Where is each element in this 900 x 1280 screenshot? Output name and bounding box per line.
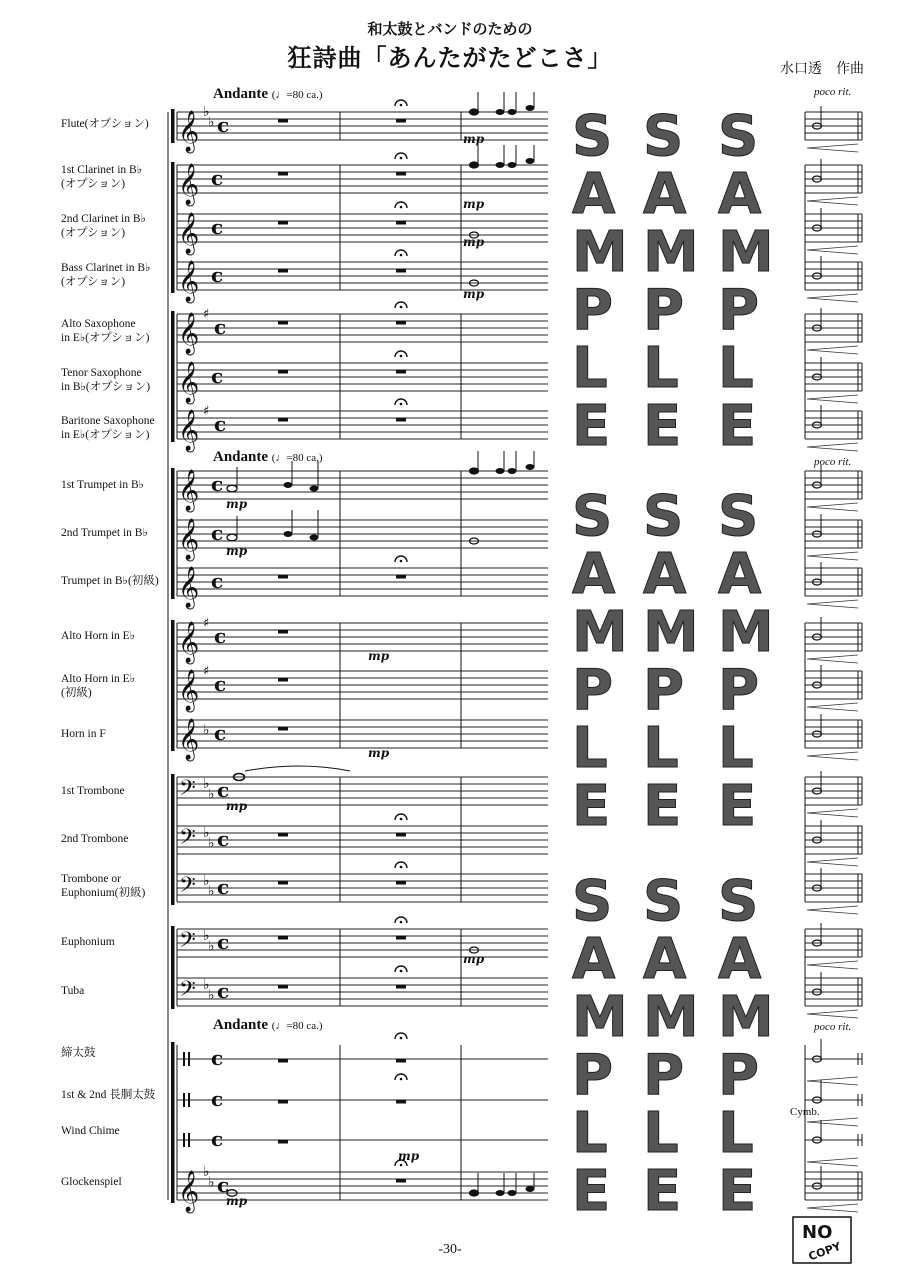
- instrument-label: Trumpet in B♭(初級): [61, 575, 159, 587]
- note-head: [526, 464, 535, 470]
- group-bracket: [171, 311, 175, 442]
- fermata-dot: [400, 866, 403, 869]
- watermark-letter: A: [572, 542, 616, 607]
- whole-rest: [396, 418, 406, 422]
- note-head: [284, 531, 293, 537]
- watermark-letter: L: [643, 336, 679, 401]
- watermark-letter: M: [718, 985, 774, 1050]
- composer-credit: 水口透 作曲: [780, 62, 864, 77]
- whole-rest: [278, 221, 288, 225]
- whole-rest: [278, 1140, 288, 1144]
- poco-rit-marking: poco rit.: [814, 86, 852, 98]
- time-signature: c: [211, 263, 224, 287]
- instrument-label: Horn in F: [61, 728, 106, 740]
- sharp-accidental: ♯: [203, 404, 210, 419]
- diminuendo-hairpin: [807, 197, 858, 205]
- whole-rest: [396, 575, 406, 579]
- dynamic-mp: mp: [463, 952, 485, 966]
- whole-rest: [396, 172, 406, 176]
- treble-clef: 𝄞: [178, 622, 200, 663]
- time-signature: c: [211, 166, 224, 190]
- tempo-label: Andante: [213, 449, 269, 465]
- watermark-letter: A: [643, 542, 687, 607]
- diminuendo-hairpin: [807, 1010, 858, 1018]
- flat-accidental: ♭: [203, 1164, 210, 1180]
- time-signature: c: [211, 569, 224, 593]
- score-title: 狂詩曲「あんたがたどこさ」: [287, 46, 613, 72]
- dynamic-mp: mp: [463, 235, 485, 249]
- watermark-letter: E: [643, 1159, 682, 1224]
- sharp-accidental: ♯: [203, 664, 210, 679]
- dynamic-mp: mp: [463, 132, 485, 146]
- instrument-label: Alto Horn in E♭ (初級): [61, 673, 136, 699]
- percussion-clef: [188, 1133, 190, 1147]
- whole-rest: [278, 269, 288, 273]
- percussion-clef: [188, 1093, 190, 1107]
- watermark-letter: L: [718, 1101, 754, 1166]
- fermata-dot: [400, 254, 403, 257]
- flat-accidental: ♭: [203, 722, 210, 739]
- whole-rest: [278, 575, 288, 579]
- watermark-letter: S: [718, 869, 759, 934]
- note-head: [496, 162, 505, 168]
- time-signature: c: [217, 930, 230, 954]
- watermark-letter: A: [718, 162, 762, 227]
- flat-accidental: ♭: [203, 104, 210, 120]
- whole-rest: [278, 881, 288, 885]
- treble-clef: 𝄞: [178, 213, 200, 254]
- fermata-dot: [400, 157, 403, 160]
- time-signature: c: [217, 1173, 230, 1197]
- note-head: [508, 1190, 517, 1196]
- watermark-letter: S: [643, 869, 684, 934]
- watermark-letter: E: [718, 1159, 757, 1224]
- note-head: [227, 485, 237, 492]
- instrument-label: Euphonium: [61, 936, 115, 948]
- note-head: [470, 468, 479, 474]
- watermark-letter: A: [643, 162, 687, 227]
- whole-rest: [278, 833, 288, 837]
- instrument-label: 1st & 2nd 長胴太鼓: [61, 1089, 156, 1101]
- time-signature: c: [211, 472, 224, 496]
- whole-rest: [396, 1179, 406, 1183]
- page-number: -30-: [438, 1242, 462, 1257]
- diminuendo-hairpin: [807, 1077, 858, 1085]
- percussion-clef: [183, 1093, 185, 1107]
- time-signature: c: [211, 1046, 224, 1070]
- whole-rest: [396, 985, 406, 989]
- watermark-letter: P: [643, 278, 685, 343]
- sharp-accidental: ♯: [203, 616, 210, 631]
- fermata-dot: [400, 306, 403, 309]
- whole-rest: [396, 119, 406, 123]
- watermark-letter: A: [718, 927, 762, 992]
- watermark-letter: M: [643, 985, 699, 1050]
- diminuendo-hairpin: [807, 395, 858, 403]
- note-head: [310, 535, 319, 541]
- fermata-dot: [400, 1037, 403, 1040]
- watermark-letter: M: [718, 220, 774, 285]
- instrument-label: Glockenspiel: [61, 1176, 122, 1188]
- note-head: [496, 1190, 505, 1196]
- group-bracket: [171, 162, 175, 293]
- time-signature: c: [211, 215, 224, 239]
- instrument-label: 1st Trombone: [61, 785, 125, 797]
- watermark-letter: E: [572, 1159, 611, 1224]
- note-head: [470, 162, 479, 168]
- treble-clef: 𝄞: [178, 519, 200, 560]
- diminuendo-hairpin: [807, 961, 858, 969]
- whole-rest: [278, 370, 288, 374]
- nocopy-bottom-text: COPY: [806, 1239, 843, 1264]
- watermark-letter: P: [643, 658, 685, 723]
- whole-rest: [278, 985, 288, 989]
- no-copy-stamp: [792, 1216, 852, 1264]
- watermark-letter: A: [643, 927, 687, 992]
- treble-clef: 𝄞: [178, 670, 200, 711]
- dynamic-mp: mp: [463, 287, 485, 301]
- flat-accidental: ♭: [208, 987, 215, 1004]
- whole-rest: [396, 370, 406, 374]
- instrument-label: Alto Horn in E♭: [61, 630, 136, 642]
- treble-clef: 𝄞: [178, 410, 200, 451]
- diminuendo-hairpin: [807, 600, 858, 608]
- instrument-label: Tenor Saxophone in B♭(オプション): [61, 367, 151, 393]
- flat-accidental: ♭: [203, 825, 210, 841]
- watermark-letter: A: [718, 542, 762, 607]
- whole-rest: [396, 881, 406, 885]
- whole-rest: [278, 936, 288, 940]
- group-bracket: [171, 109, 175, 143]
- note-head: [526, 158, 535, 164]
- diminuendo-hairpin: [807, 703, 858, 711]
- fermata-dot: [400, 206, 403, 209]
- instrument-label: Flute(オプション): [61, 118, 149, 130]
- diminuendo-hairpin: [807, 1118, 858, 1126]
- diminuendo-hairpin: [807, 655, 858, 663]
- note-head: [227, 534, 237, 541]
- instrument-label: 2nd Clarinet in B♭ (オプション): [61, 213, 146, 239]
- diminuendo-hairpin: [807, 246, 858, 254]
- watermark-letter: L: [572, 336, 608, 401]
- instrument-label: 1st Clarinet in B♭ (オプション): [61, 164, 143, 190]
- note-head: [310, 486, 319, 492]
- dynamic-mp: mp: [226, 544, 248, 558]
- fermata-dot: [400, 921, 403, 924]
- time-signature: c: [211, 1127, 224, 1151]
- diminuendo-hairpin: [807, 858, 858, 866]
- bass-clef: 𝄢: [179, 873, 196, 903]
- group-bracket: [171, 1042, 175, 1203]
- time-signature: c: [214, 624, 227, 648]
- watermark-letter: P: [572, 1043, 614, 1108]
- diminuendo-hairpin: [807, 752, 858, 760]
- instrument-label: Trombone or Euphonium(初級): [61, 873, 146, 899]
- watermark-letter: S: [718, 484, 759, 549]
- flat-accidental: ♭: [203, 776, 210, 792]
- tempo-marking-woodwinds: [213, 86, 323, 103]
- watermark-letter: L: [572, 1101, 608, 1166]
- fermata-dot: [400, 818, 403, 821]
- group-bracket: [171, 468, 175, 599]
- time-signature: c: [217, 875, 230, 899]
- diminuendo-hairpin: [807, 1158, 858, 1166]
- diminuendo-hairpin: [807, 552, 858, 560]
- watermark-letter: S: [643, 104, 684, 169]
- treble-clef: 𝄞: [178, 313, 200, 354]
- watermark-letter: L: [572, 716, 608, 781]
- watermark-letter: P: [572, 658, 614, 723]
- instrument-label: Bass Clarinet in B♭ (オプション): [61, 262, 151, 288]
- nocopy-top-text: NO: [802, 1222, 833, 1243]
- watermark-letter: A: [572, 162, 616, 227]
- flat-accidental: ♭: [208, 114, 215, 131]
- percussion-clef: [188, 1052, 190, 1066]
- note-head: [470, 109, 479, 115]
- watermark-letter: L: [718, 716, 754, 781]
- watermark-letter: M: [572, 600, 628, 665]
- instrument-label: 締太鼓: [61, 1047, 96, 1059]
- watermark-letter: E: [718, 774, 757, 839]
- watermark-letter: M: [572, 985, 628, 1050]
- sharp-accidental: ♯: [203, 307, 210, 322]
- diminuendo-hairpin: [807, 294, 858, 302]
- whole-rest: [396, 1100, 406, 1104]
- dynamic-mp: mp: [368, 649, 390, 663]
- flat-accidental: ♭: [208, 1174, 215, 1191]
- instrument-label: 2nd Trombone: [61, 833, 129, 845]
- percussion-clef: [183, 1133, 185, 1147]
- bass-clef: 𝄢: [179, 977, 196, 1007]
- dynamic-mp: mp: [463, 197, 485, 211]
- time-signature: c: [214, 412, 227, 436]
- bass-clef: 𝄢: [179, 776, 196, 806]
- fermata-dot: [400, 355, 403, 358]
- time-signature: c: [211, 1087, 224, 1111]
- cymbal-label: Cymb.: [790, 1106, 820, 1118]
- time-signature: c: [214, 721, 227, 745]
- treble-clef: 𝄞: [178, 261, 200, 302]
- group-bracket: [171, 926, 175, 1009]
- watermark-letter: S: [643, 484, 684, 549]
- watermark-letter: E: [572, 774, 611, 839]
- dynamic-mp: mp: [226, 1194, 248, 1208]
- poco-rit-marking: poco rit.: [814, 1021, 852, 1033]
- fermata-dot: [400, 560, 403, 563]
- watermark-letter: P: [718, 278, 760, 343]
- tempo-marking-brass: [213, 449, 323, 466]
- dynamic-mp: mp: [226, 497, 248, 511]
- note-head: [508, 109, 517, 115]
- watermark-letter: P: [643, 1043, 685, 1108]
- note-head: [526, 1186, 535, 1192]
- time-signature: c: [217, 827, 230, 851]
- tie: [245, 766, 350, 771]
- time-signature: c: [214, 315, 227, 339]
- group-bracket: [171, 774, 175, 905]
- whole-rest: [278, 1100, 288, 1104]
- metronome-mark: (♩=80 ca.): [271, 452, 323, 464]
- time-signature: c: [217, 778, 230, 802]
- whole-rest: [396, 833, 406, 837]
- whole-rest: [396, 936, 406, 940]
- flat-accidental: ♭: [208, 883, 215, 900]
- instrument-label: Wind Chime: [61, 1125, 120, 1137]
- treble-clef: 𝄞: [178, 719, 200, 760]
- tempo-marking-percussion: [213, 1017, 323, 1034]
- metronome-mark: (♩=80 ca.): [271, 1020, 323, 1032]
- fermata-dot: [400, 403, 403, 406]
- score-subtitle: 和太鼓とバンドのための: [367, 22, 533, 38]
- time-signature: c: [211, 521, 224, 545]
- tempo-label: Andante: [213, 86, 269, 102]
- percussion-clef: [183, 1052, 185, 1066]
- treble-clef: 𝄞: [178, 111, 200, 152]
- instrument-label: 1st Trumpet in B♭: [61, 479, 145, 491]
- whole-rest: [278, 172, 288, 176]
- watermark-letter: P: [572, 278, 614, 343]
- diminuendo-hairpin: [807, 809, 858, 817]
- note-head: [496, 109, 505, 115]
- flat-accidental: ♭: [203, 977, 210, 993]
- fermata-dot: [400, 1164, 403, 1167]
- whole-rest: [278, 418, 288, 422]
- flat-accidental: ♭: [208, 786, 215, 803]
- instrument-label: 2nd Trumpet in B♭: [61, 527, 148, 539]
- whole-rest: [278, 630, 288, 634]
- group-bracket: [171, 620, 175, 751]
- whole-rest: [278, 1059, 288, 1063]
- time-signature: c: [214, 672, 227, 696]
- watermark-letter: M: [643, 220, 699, 285]
- note-head: [508, 162, 517, 168]
- watermark-letter: P: [718, 658, 760, 723]
- whole-rest: [278, 119, 288, 123]
- watermark-letter: M: [572, 220, 628, 285]
- watermark-letter: S: [572, 104, 613, 169]
- watermark-letter: E: [643, 394, 682, 459]
- fermata-dot: [400, 104, 403, 107]
- diminuendo-hairpin: [807, 443, 858, 451]
- fermata-dot: [400, 1078, 403, 1081]
- poco-rit-marking: poco rit.: [814, 456, 852, 468]
- whole-rest: [396, 321, 406, 325]
- fermata-dot: [400, 970, 403, 973]
- watermark-letter: S: [572, 869, 613, 934]
- instrument-label: Baritone Saxophone in E♭(オプション): [61, 415, 155, 441]
- treble-clef: 𝄞: [178, 1171, 200, 1212]
- whole-rest: [396, 1059, 406, 1063]
- whole-rest: [278, 727, 288, 731]
- dynamic-mp: mp: [226, 799, 248, 813]
- watermark-letter: A: [572, 927, 616, 992]
- time-signature: c: [211, 364, 224, 388]
- treble-clef: 𝄞: [178, 164, 200, 205]
- metronome-mark: (♩=80 ca.): [271, 89, 323, 101]
- note-head: [526, 105, 535, 111]
- whole-rest: [278, 321, 288, 325]
- diminuendo-hairpin: [807, 144, 858, 152]
- watermark-letter: S: [572, 484, 613, 549]
- watermark-letter: P: [718, 1043, 760, 1108]
- whole-rest: [396, 269, 406, 273]
- flat-accidental: ♭: [203, 928, 210, 944]
- whole-rest: [396, 221, 406, 225]
- watermark-letter: M: [643, 600, 699, 665]
- note-head: [284, 482, 293, 488]
- time-signature: c: [217, 113, 230, 137]
- bass-clef: 𝄢: [179, 825, 196, 855]
- bass-clef: 𝄢: [179, 928, 196, 958]
- watermark-letter: L: [643, 1101, 679, 1166]
- note-head: [470, 1190, 479, 1196]
- treble-clef: 𝄞: [178, 470, 200, 511]
- watermark-letter: E: [572, 394, 611, 459]
- watermark-letter: L: [643, 716, 679, 781]
- watermark-letter: E: [643, 774, 682, 839]
- watermark-letter: L: [718, 336, 754, 401]
- flat-accidental: ♭: [208, 938, 215, 955]
- instrument-label: Alto Saxophone in E♭(オプション): [61, 318, 150, 344]
- tempo-label: Andante: [213, 1017, 269, 1033]
- watermark-letter: S: [718, 104, 759, 169]
- note-head: [508, 468, 517, 474]
- diminuendo-hairpin: [807, 906, 858, 914]
- treble-clef: 𝄞: [178, 567, 200, 608]
- diminuendo-hairpin: [807, 1204, 858, 1212]
- whole-rest: [278, 678, 288, 682]
- watermark-letter: M: [718, 600, 774, 665]
- instrument-label: Tuba: [61, 985, 85, 997]
- note-head: [496, 468, 505, 474]
- diminuendo-hairpin: [807, 346, 858, 354]
- diminuendo-hairpin: [807, 503, 858, 511]
- flat-accidental: ♭: [208, 835, 215, 852]
- dynamic-mp: mp: [398, 1149, 420, 1163]
- time-signature: c: [217, 979, 230, 1003]
- dynamic-mp: mp: [368, 746, 390, 760]
- treble-clef: 𝄞: [178, 362, 200, 403]
- watermark-letter: E: [718, 394, 757, 459]
- flat-accidental: ♭: [203, 873, 210, 889]
